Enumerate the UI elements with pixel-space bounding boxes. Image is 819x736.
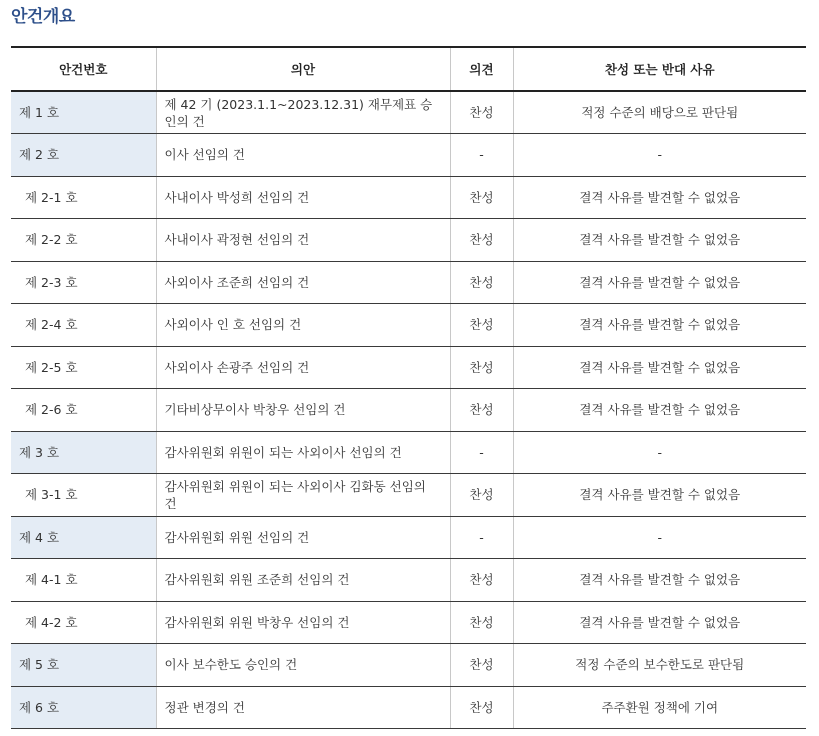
opinion-cell: 찬성 — [450, 91, 513, 134]
reason-cell: 결격 사유를 발견할 수 없었음 — [513, 601, 806, 644]
header-row — [11, 47, 806, 91]
agenda-title-cell: 사내이사 박성희 선임의 건 — [156, 176, 450, 219]
reason-cell: 결격 사유를 발견할 수 없었음 — [513, 176, 806, 219]
opinion-cell: 찬성 — [450, 176, 513, 219]
header-opinion: 의견 — [450, 47, 513, 91]
reason-cell: 적정 수준의 보수한도로 판단됨 — [513, 644, 806, 687]
table-row — [11, 686, 806, 729]
agenda-title-cell: 감사위원회 위원이 되는 사외이사 김화동 선임의 건 — [156, 474, 450, 517]
table-row — [11, 219, 806, 262]
reason-cell: - — [513, 134, 806, 177]
table-row — [11, 346, 806, 389]
opinion-cell: - — [450, 516, 513, 559]
table-row — [11, 644, 806, 687]
agenda-title-cell: 정관 변경의 건 — [156, 686, 450, 729]
agenda-number-cell: 제 1 호 — [11, 91, 156, 134]
agenda-number-cell: 제 4 호 — [11, 516, 156, 559]
agenda-number-cell: 제 2-2 호 — [11, 219, 156, 262]
opinion-cell: 찬성 — [450, 304, 513, 347]
agenda-number-cell: 제 5 호 — [11, 644, 156, 687]
agenda-title-cell: 사외이사 인 호 선임의 건 — [156, 304, 450, 347]
opinion-cell: 찬성 — [450, 559, 513, 602]
reason-cell: 결격 사유를 발견할 수 없었음 — [513, 261, 806, 304]
agenda-number-cell: 제 2-4 호 — [11, 304, 156, 347]
agenda-title-cell: 사내이사 곽정현 선임의 건 — [156, 219, 450, 262]
agenda-number-cell: 제 3-1 호 — [11, 474, 156, 517]
table-row — [11, 431, 806, 474]
reason-cell: 결격 사유를 발견할 수 없었음 — [513, 304, 806, 347]
header-reason: 찬성 또는 반대 사유 — [513, 47, 806, 91]
agenda-title-cell: 감사위원회 위원 박창우 선임의 건 — [156, 601, 450, 644]
agenda-title-cell: 감사위원회 위원 조준희 선임의 건 — [156, 559, 450, 602]
opinion-cell: 찬성 — [450, 219, 513, 262]
table-row — [11, 261, 806, 304]
agenda-table-header — [11, 47, 806, 91]
header-agenda: 의안 — [156, 47, 450, 91]
opinion-cell: 찬성 — [450, 644, 513, 687]
agenda-number-cell: 제 2-3 호 — [11, 261, 156, 304]
opinion-cell: 찬성 — [450, 261, 513, 304]
table-row — [11, 474, 806, 517]
agenda-number-cell: 제 2-1 호 — [11, 176, 156, 219]
section-title: 안건개요 — [11, 7, 75, 27]
opinion-cell: - — [450, 431, 513, 474]
table-row — [11, 176, 806, 219]
table-row — [11, 516, 806, 559]
agenda-number-cell: 제 6 호 — [11, 686, 156, 729]
reason-cell: 결격 사유를 발견할 수 없었음 — [513, 389, 806, 432]
agenda-title-cell: 이사 선임의 건 — [156, 134, 450, 177]
reason-cell: - — [513, 516, 806, 559]
opinion-cell: 찬성 — [450, 389, 513, 432]
agenda-title-cell: 감사위원회 위원이 되는 사외이사 선임의 건 — [156, 431, 450, 474]
reason-cell: 적정 수준의 배당으로 판단됨 — [513, 91, 806, 134]
table-row — [11, 91, 806, 134]
reason-cell: 결격 사유를 발견할 수 없었음 — [513, 559, 806, 602]
agenda-number-cell: 제 4-1 호 — [11, 559, 156, 602]
agenda-number-cell: 제 3 호 — [11, 431, 156, 474]
table-row — [11, 559, 806, 602]
agenda-number-cell: 제 2 호 — [11, 134, 156, 177]
agenda-title-cell: 사외이사 손광주 선임의 건 — [156, 346, 450, 389]
opinion-cell: 찬성 — [450, 346, 513, 389]
table-row — [11, 601, 806, 644]
header-agenda-no: 안건번호 — [11, 47, 156, 91]
opinion-cell: 찬성 — [450, 601, 513, 644]
agenda-title-cell: 감사위원회 위원 선임의 건 — [156, 516, 450, 559]
table-row — [11, 134, 806, 177]
opinion-cell: 찬성 — [450, 474, 513, 517]
opinion-cell: 찬성 — [450, 686, 513, 729]
opinion-cell: - — [450, 134, 513, 177]
agenda-number-cell: 제 2-6 호 — [11, 389, 156, 432]
agenda-table-body — [11, 91, 806, 729]
reason-cell: - — [513, 431, 806, 474]
reason-cell: 주주환원 정책에 기여 — [513, 686, 806, 729]
table-row — [11, 304, 806, 347]
agenda-number-cell: 제 4-2 호 — [11, 601, 156, 644]
agenda-number-cell: 제 2-5 호 — [11, 346, 156, 389]
agenda-title-cell: 사외이사 조준희 선임의 건 — [156, 261, 450, 304]
reason-cell: 결격 사유를 발견할 수 없었음 — [513, 474, 806, 517]
table-row — [11, 389, 806, 432]
agenda-table — [11, 46, 806, 729]
reason-cell: 결격 사유를 발견할 수 없었음 — [513, 219, 806, 262]
agenda-title-cell: 제 42 기 (2023.1.1~2023.12.31) 재무제표 승인의 건 — [156, 91, 450, 134]
reason-cell: 결격 사유를 발견할 수 없었음 — [513, 346, 806, 389]
agenda-title-cell: 기타비상무이사 박창우 선임의 건 — [156, 389, 450, 432]
agenda-title-cell: 이사 보수한도 승인의 건 — [156, 644, 450, 687]
